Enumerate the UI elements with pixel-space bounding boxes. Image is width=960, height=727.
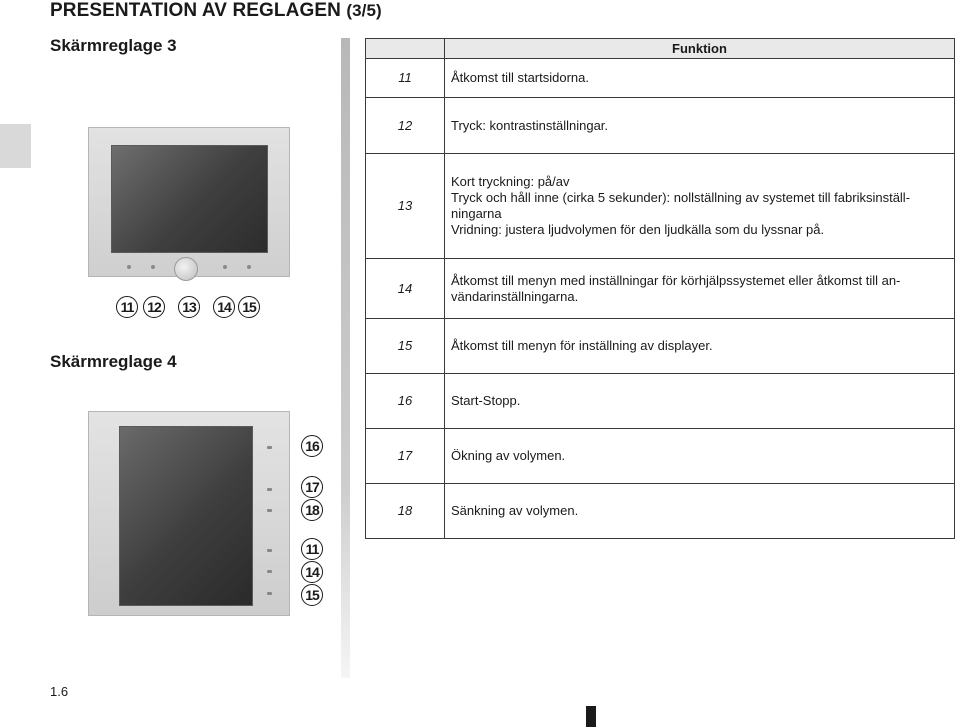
description-line: Tryck och håll inne (cirka 5 sekunder): nollställning av systemet till fabriksinställ- [451, 190, 911, 205]
callout-12: 12 [143, 296, 165, 318]
page-number: 1.6 [50, 684, 69, 699]
description-line: Åtkomst till menyn för inställning av displayer. [451, 338, 713, 353]
table-header-row [366, 39, 955, 59]
button-14-illustration [267, 570, 272, 573]
page-title-text: PRESENTATION AV REGLAGEN [50, 0, 341, 21]
display-screen [111, 145, 268, 253]
description-line: Tryck: kontrastinställningar. [451, 117, 609, 133]
table-row [366, 319, 955, 374]
row-number: 18 [366, 484, 445, 539]
button-11-illustration [127, 265, 131, 269]
row-description [445, 259, 955, 319]
callout-14: 14 [213, 296, 235, 318]
table-header-function: Funktion [445, 39, 955, 59]
callout-11: 11 [116, 296, 138, 318]
description-line: Ökning av volymen. [451, 448, 566, 463]
table-row [366, 59, 955, 98]
button-11-illustration [267, 549, 272, 552]
button-14-illustration [223, 265, 227, 269]
button-17-illustration [267, 488, 272, 491]
row-number: 13 [366, 154, 445, 259]
table-row [366, 154, 955, 259]
callout-16: 16 [301, 435, 323, 457]
button-15-illustration [247, 265, 251, 269]
row-description [445, 319, 955, 374]
button-16-illustration [267, 446, 272, 449]
button-18-illustration [267, 509, 272, 512]
row-number: 12 [366, 98, 445, 154]
table-row [366, 259, 955, 319]
row-description [445, 98, 955, 154]
page-title-suffix: (3/5) [346, 1, 382, 20]
description-line: Start-Stopp. [451, 393, 521, 408]
description-line: ningarna [451, 206, 502, 221]
page-edge-marker [586, 706, 596, 727]
screen-control-4-illustration [88, 411, 290, 616]
callout-17: 17 [301, 476, 323, 498]
row-number: 15 [366, 319, 445, 374]
function-table [365, 38, 955, 539]
table-row [366, 484, 955, 539]
row-description [445, 374, 955, 429]
callout-15: 15 [238, 296, 260, 318]
callout-11: 11 [301, 538, 323, 560]
display-screen [119, 426, 253, 606]
row-description [445, 484, 955, 539]
row-number: 17 [366, 429, 445, 484]
table-header-number [366, 39, 445, 59]
row-description [445, 59, 955, 98]
row-description [445, 429, 955, 484]
description-line: Åtkomst till startsidorna. [451, 70, 589, 85]
callout-15: 15 [301, 584, 323, 606]
vertical-divider [341, 38, 350, 678]
callout-14: 14 [301, 561, 323, 583]
callout-13: 13 [178, 296, 200, 318]
row-number: 16 [366, 374, 445, 429]
screen-control-3-illustration [88, 127, 290, 277]
description-line: vändarinställningarna. [451, 288, 579, 304]
row-description [445, 154, 955, 259]
callout-18: 18 [301, 499, 323, 521]
row-number: 14 [366, 259, 445, 319]
section-label-screen4: Skärmreglage 4 [50, 352, 177, 371]
table-row [366, 98, 955, 154]
table-row [366, 429, 955, 484]
row-number: 11 [366, 59, 445, 98]
table-row [366, 374, 955, 429]
page-title [50, 0, 382, 22]
section-label-screen3: Skärmreglage 3 [50, 36, 177, 55]
side-tab-marker [0, 124, 31, 168]
button-12-illustration [151, 265, 155, 269]
description-line: Kort tryckning: på/av [451, 174, 570, 189]
knob-13-illustration [174, 257, 198, 281]
description-line: Sänkning av volymen. [451, 503, 579, 518]
description-line: Vridning: justera ljudvolymen för den ljudkälla som du lyssnar på. [451, 222, 825, 237]
description-line: Åtkomst till menyn med inställningar för körhjälpssystemet eller åtkomst till an- [451, 272, 901, 288]
button-15-illustration [267, 592, 272, 595]
